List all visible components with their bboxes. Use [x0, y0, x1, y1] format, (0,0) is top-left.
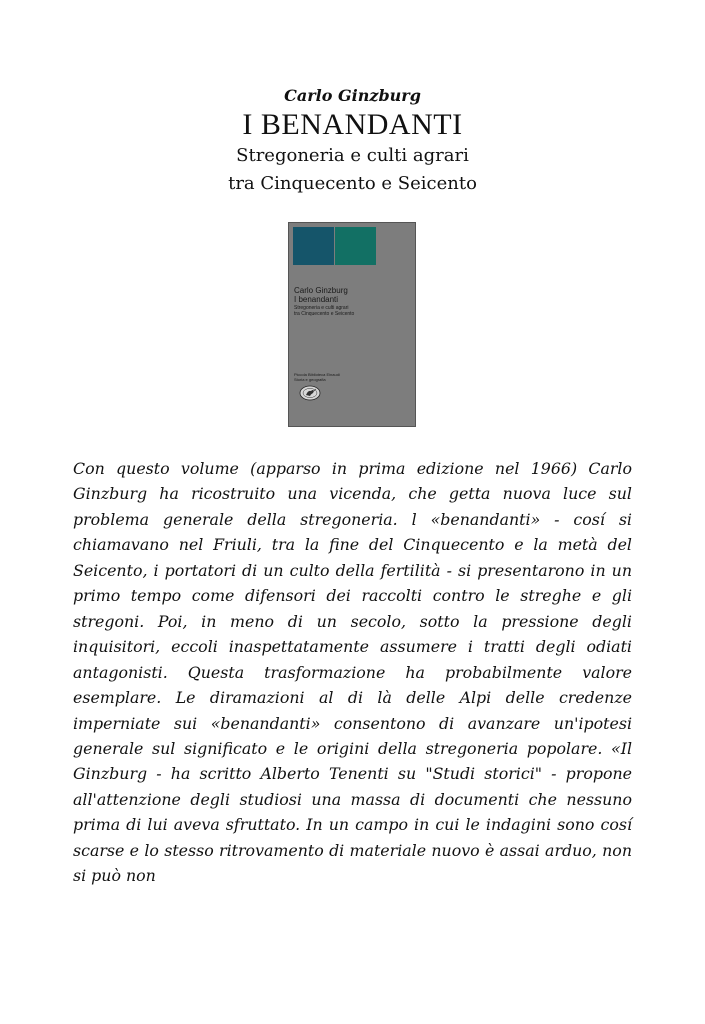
cover-series-line-2: Storia e geografia [294, 377, 326, 382]
cover-color-block-left [293, 227, 334, 265]
cover-subtitle-line-2: tra Cinquecento e Seicento [294, 311, 355, 317]
book-subtitle-line-2: tra Cinquecento e Seicento [228, 173, 477, 194]
title-block [0, 84, 705, 198]
cover-series-line-1: Piccola Biblioteca Einaudi [294, 372, 340, 377]
einaudi-ostrich-logo-icon [299, 385, 321, 401]
cover-title: I benandanti [294, 295, 339, 304]
cover-color-block-right [335, 227, 376, 265]
author-name: Carlo Ginzburg [284, 86, 421, 105]
book-description: Con questo volume (apparso in prima edizione nel 1966) Carlo Ginzburg ha ricostruito una vicenda, che getta nuova luce sul problema generale della stregoneria. l «benandanti» - cosí si chiamavano nel Friuli, tra la fine del Cinquecento e la metà del Seicento, i portatori di un culto della fertilità - si presentarono in un primo tempo come difensori dei raccolti contro le streghe e gli stregoni. Poi, in meno di un secolo, sotto la pressione degli inquisitori, eccoli inaspettatamente assumere i tratti degli odiati antagonisti. Questa trasformazione ha probabilmente valore esemplare. Le diramazioni al di là delle Alpi delle credenze imperniate sui «benandanti» consentono di avanzare un'ipotesi generale sul significato e le origini della stregoneria popolare. «Il Ginzburg - ha scritto Alberto Tenenti su "Studi storici" - propone all'attenzione degli studiosi una massa di documenti che nessuno prima di lui aveva sfruttato. In un campo in cui le indagini sono cosí scarse e lo stesso ritrovamento di materiale nuovo è assai arduo, non si può non [73, 459, 632, 886]
cover-subtitle-line-1: Stregoneria e culti agrari [294, 305, 349, 311]
cover-author: Carlo Ginzburg [294, 286, 348, 295]
book-title: I BENANDANTI [242, 108, 463, 141]
book-subtitle-line-1: Stregoneria e culti agrari [236, 145, 469, 166]
book-cover-image [288, 222, 416, 427]
